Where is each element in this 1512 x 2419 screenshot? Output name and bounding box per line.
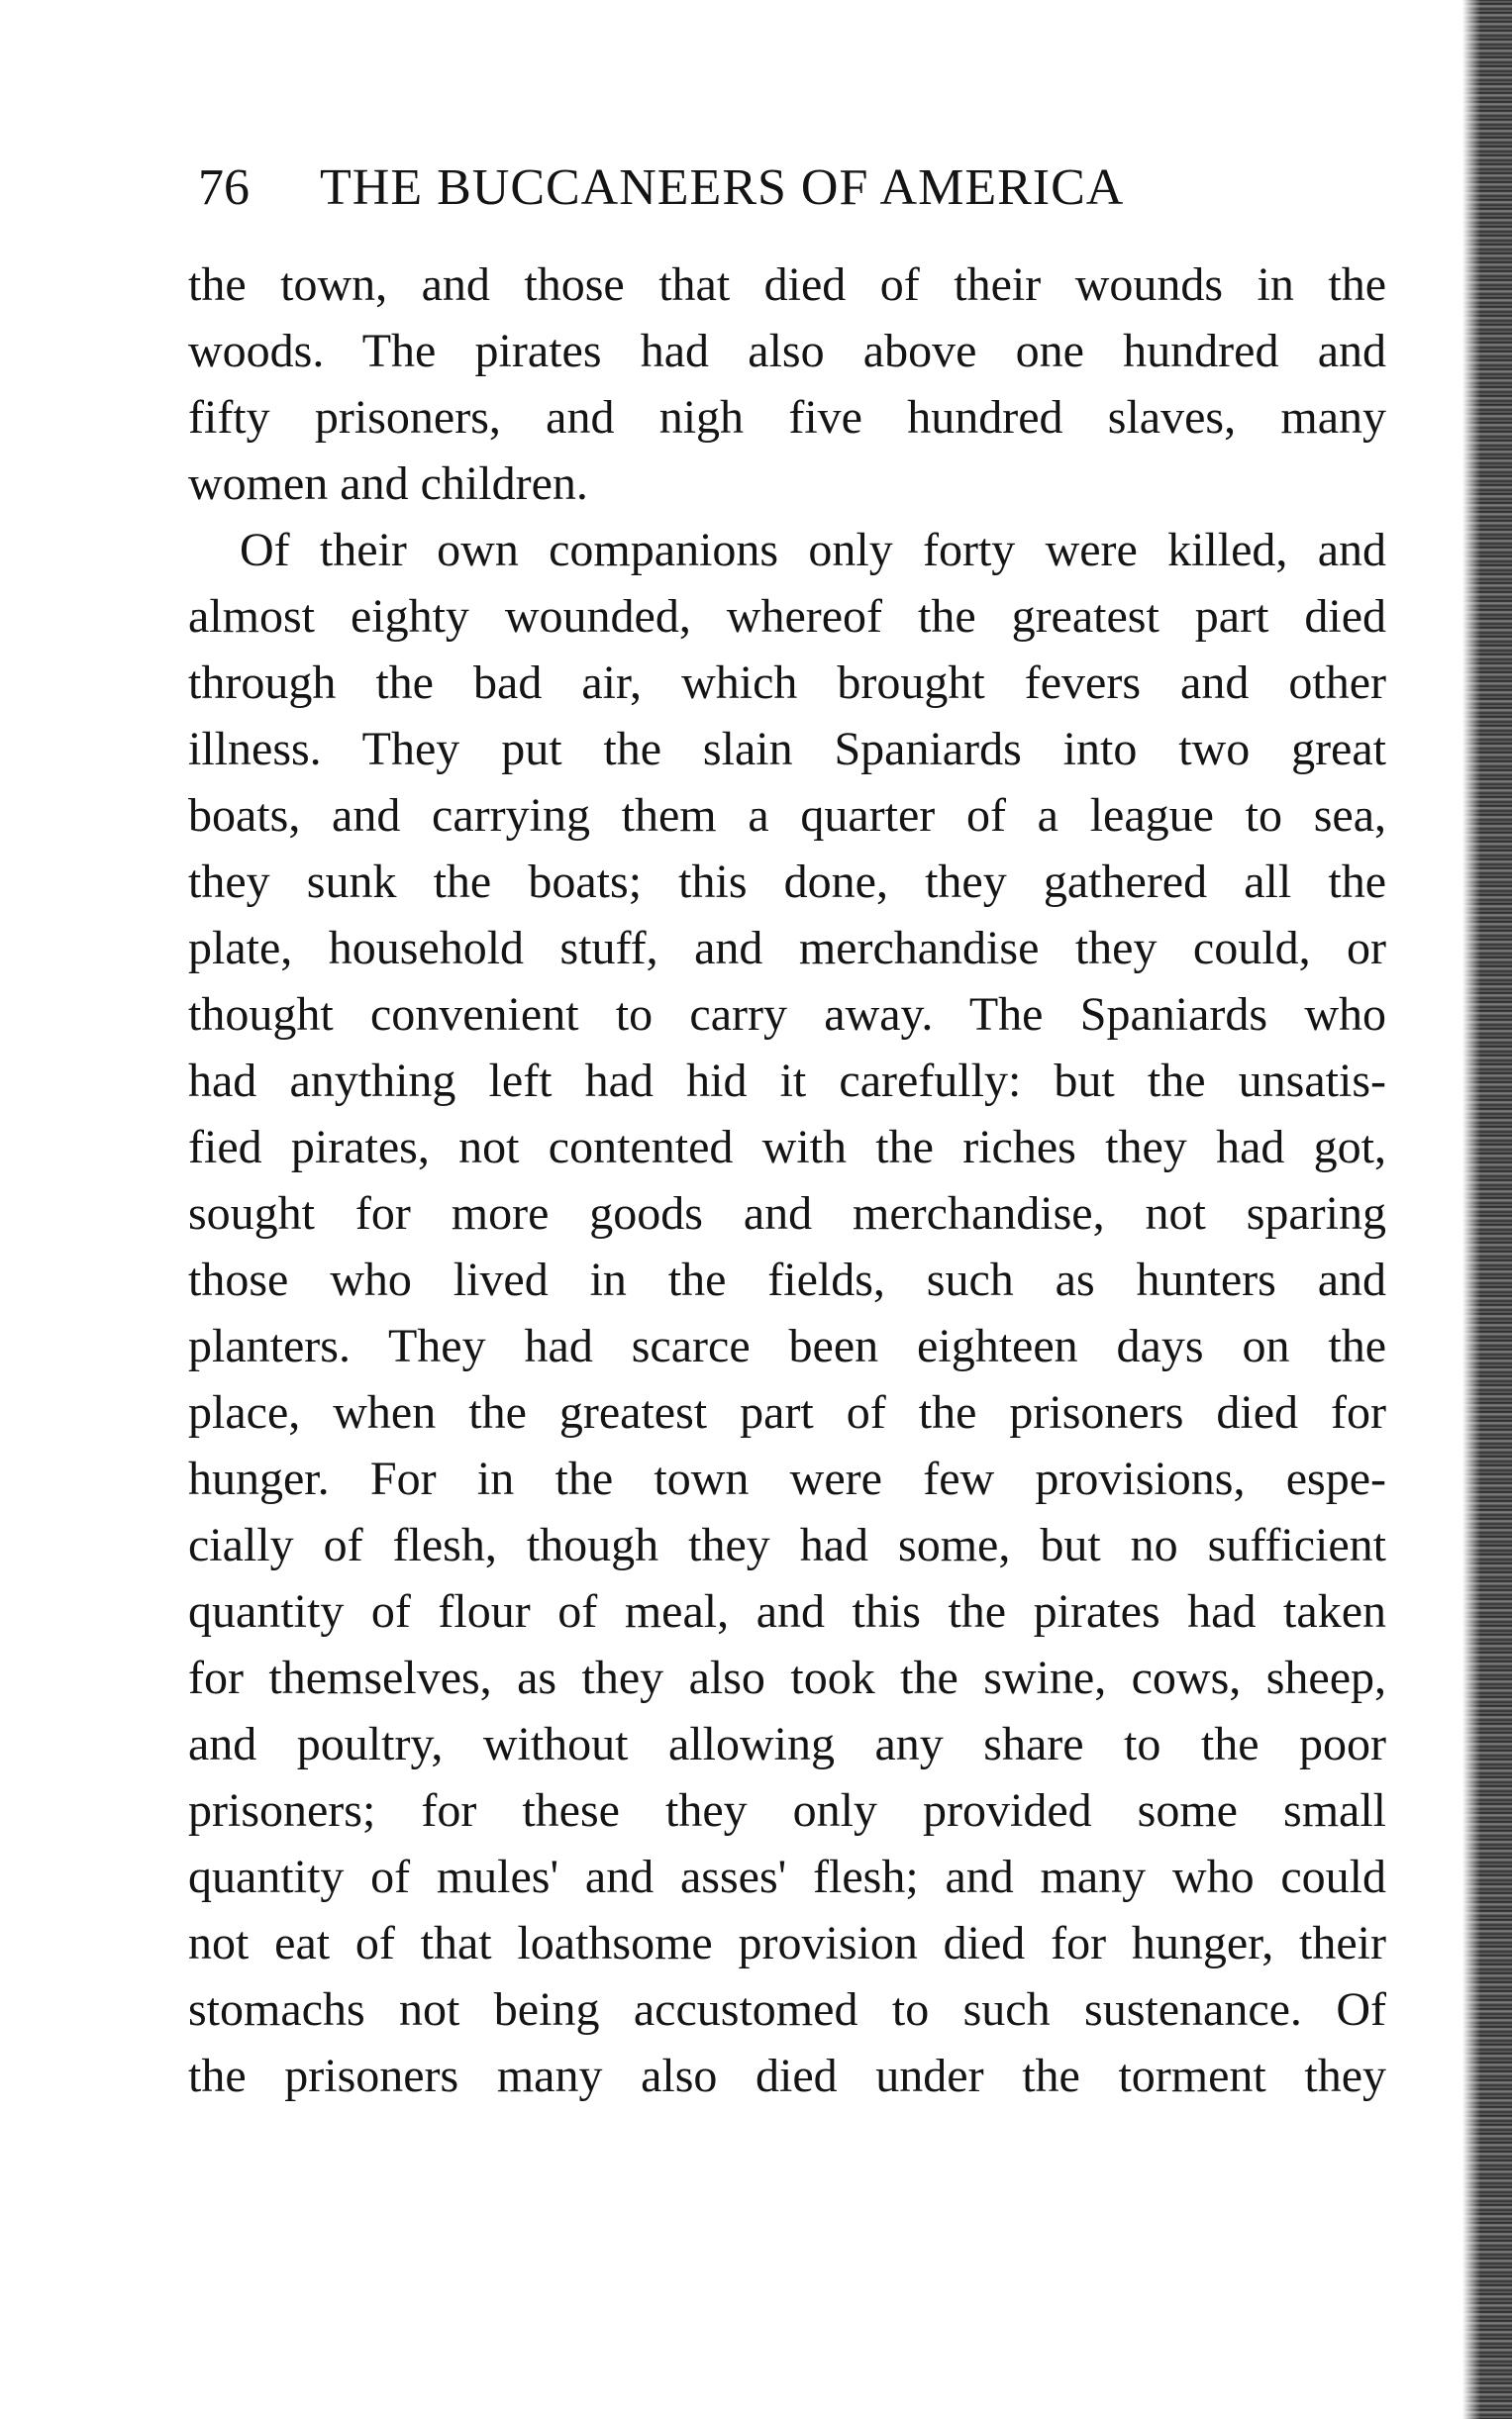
page-number: 76	[198, 159, 250, 216]
text-line: thought convenient to carry away. The Spaniards who	[188, 988, 1386, 1041]
text-line: sought for more goods and merchandise, not sparing	[188, 1187, 1386, 1240]
text-line: the prisoners many also died under the torment they	[188, 2050, 1386, 2102]
text-line: almost eighty wounded, whereof the greatest part died	[188, 590, 1386, 643]
text-line: had anything left had hid it carefully: but the unsatis-	[188, 1055, 1386, 1107]
page-header	[198, 158, 1386, 218]
text-line: quantity of mules' and asses' flesh; and many who could	[188, 1851, 1386, 1903]
text-line: place, when the greatest part of the prisoners died for	[188, 1386, 1386, 1439]
text-line: woods. The pirates had also above one hundred and	[188, 325, 1386, 377]
text-line: they sunk the boats; this done, they gathered all the	[188, 856, 1386, 908]
text-line: plate, household stuff, and merchandise they could, or	[188, 922, 1386, 974]
text-line: planters. They had scarce been eighteen days on the	[188, 1320, 1386, 1372]
text-line: quantity of flour of meal, and this the pirates had taken	[188, 1585, 1386, 1638]
running-title: THE BUCCANEERS OF AMERICA	[320, 159, 1125, 216]
text-line: not eat of that loathsome provision died for hunger, their	[188, 1917, 1386, 1969]
text-line: fifty prisoners, and nigh five hundred slaves, many	[188, 391, 1386, 444]
text-line: for themselves, as they also took the swine, cows, sheep,	[188, 1652, 1386, 1704]
text-line: prisoners; for these they only provided some small	[188, 1784, 1386, 1837]
paragraph-first-line: Of their own companions only forty were killed, and	[240, 524, 1386, 576]
page-edge-shadow	[1462, 0, 1512, 2419]
text-line: boats, and carrying them a quarter of a league to sea,	[188, 789, 1386, 842]
body-text	[188, 252, 1386, 2109]
text-line: and poultry, without allowing any share to the poor	[188, 1718, 1386, 1770]
text-line: those who lived in the fields, such as hunters and	[188, 1254, 1386, 1306]
text-line: women and children.	[188, 457, 588, 510]
text-line: illness. They put the slain Spaniards into two great	[188, 723, 1386, 775]
text-line: fied pirates, not contented with the riches they had got,	[188, 1121, 1386, 1173]
text-line: through the bad air, which brought fevers and other	[188, 656, 1386, 709]
text-line: the town, and those that died of their wounds in the	[188, 258, 1386, 311]
text-line: cially of flesh, though they had some, but no sufficient	[188, 1519, 1386, 1571]
text-line: stomachs not being accustomed to such sustenance. Of	[188, 1983, 1386, 2036]
text-line: hunger. For in the town were few provisions, espe-	[188, 1453, 1386, 1505]
